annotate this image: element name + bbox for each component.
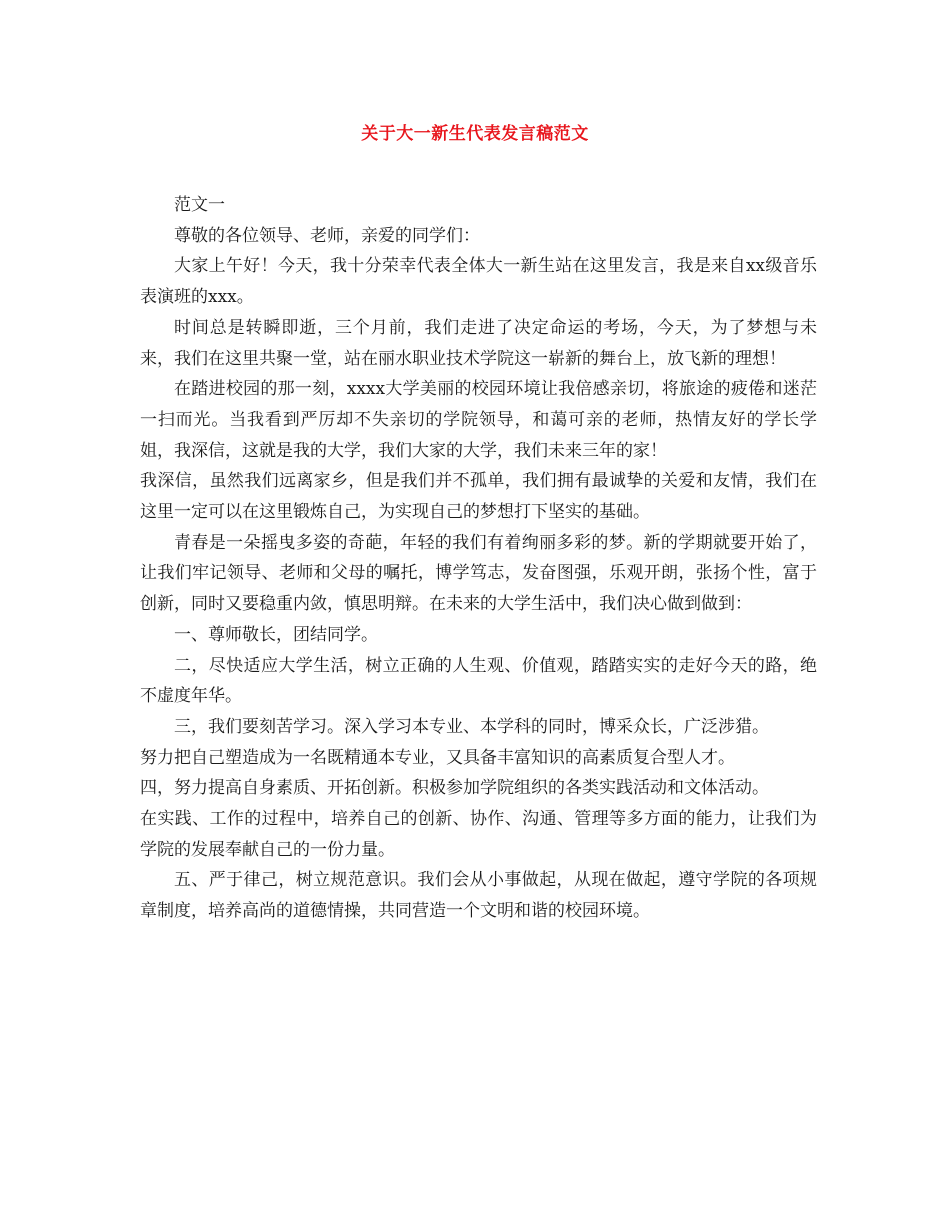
paragraph: 二，尽快适应大学生活，树立正确的人生观、价值观，踏踏实实的走好今天的路，绝不虚度年华。	[140, 655, 817, 707]
paragraph: 青春是一朵摇曳多姿的奇葩，年轻的我们有着绚丽多彩的梦。新的学期就要开始了，让我们牢记领导、老师和父母的嘱托，博学笃志，发奋图强，乐观开朗，张扬个性，富于创新，同时又要稳重内敛，慎思明辩。在未来的大学生活中，我们决心做到做到：	[140, 532, 817, 615]
paragraph: 在踏进校园的那一刻，xxxx大学美丽的校园环境让我倍感亲切，将旅途的疲倦和迷茫一扫而光。当我看到严厉却不失亲切的学院领导，和蔼可亲的老师，热情友好的学长学姐，我深信，这就是我的大学，我们大家的大学，我们未来三年的家！	[140, 379, 817, 461]
paragraph: 五、严于律己，树立规范意识。我们会从小事做起，从现在做起，遵守学院的各项规章制度，培养高尚的道德情操，共同营造一个文明和谐的校园环境。	[140, 870, 817, 922]
document-body	[140, 190, 817, 927]
paragraph: 我深信，虽然我们远离家乡，但是我们并不孤单，我们拥有最诚挚的关爱和友情，我们在这里一定可以在这里锻炼自己，为实现自己的梦想打下坚实的基础。	[140, 471, 817, 523]
paragraph: 时间总是转瞬即逝，三个月前，我们走进了决定命运的考场，今天，为了梦想与未来，我们在这里共聚一堂，站在丽水职业技术学院这一崭新的舞台上，放飞新的理想！	[140, 317, 817, 369]
paragraph: 尊敬的各位领导、老师，亲爱的同学们：	[174, 225, 480, 246]
paragraph: 四，努力提高自身素质、开拓创新。积极参加学院组织的各类实践活动和文体活动。	[140, 778, 769, 799]
document-title: 关于大一新生代表发言稿范文	[361, 124, 589, 144]
paragraph: 努力把自己塑造成为一名既精通本专业，又具备丰富知识的高素质复合型人才。	[140, 747, 735, 768]
paragraph: 大家上午好！今天，我十分荣幸代表全体大一新生站在这里发言，我是来自xx级音乐表演班的xxx。	[140, 256, 817, 308]
paragraph: 三，我们要刻苦学习。深入学习本专业、本学科的同时，博采众长，广泛涉猎。	[174, 716, 769, 737]
paragraph: 一、尊师敬长，团结同学。	[174, 624, 378, 645]
paragraph: 在实践、工作的过程中，培养自己的创新、协作、沟通、管理等多方面的能力，让我们为学院的发展奉献自己的一份力量。	[140, 809, 817, 860]
paragraph: 范文一	[174, 195, 225, 215]
